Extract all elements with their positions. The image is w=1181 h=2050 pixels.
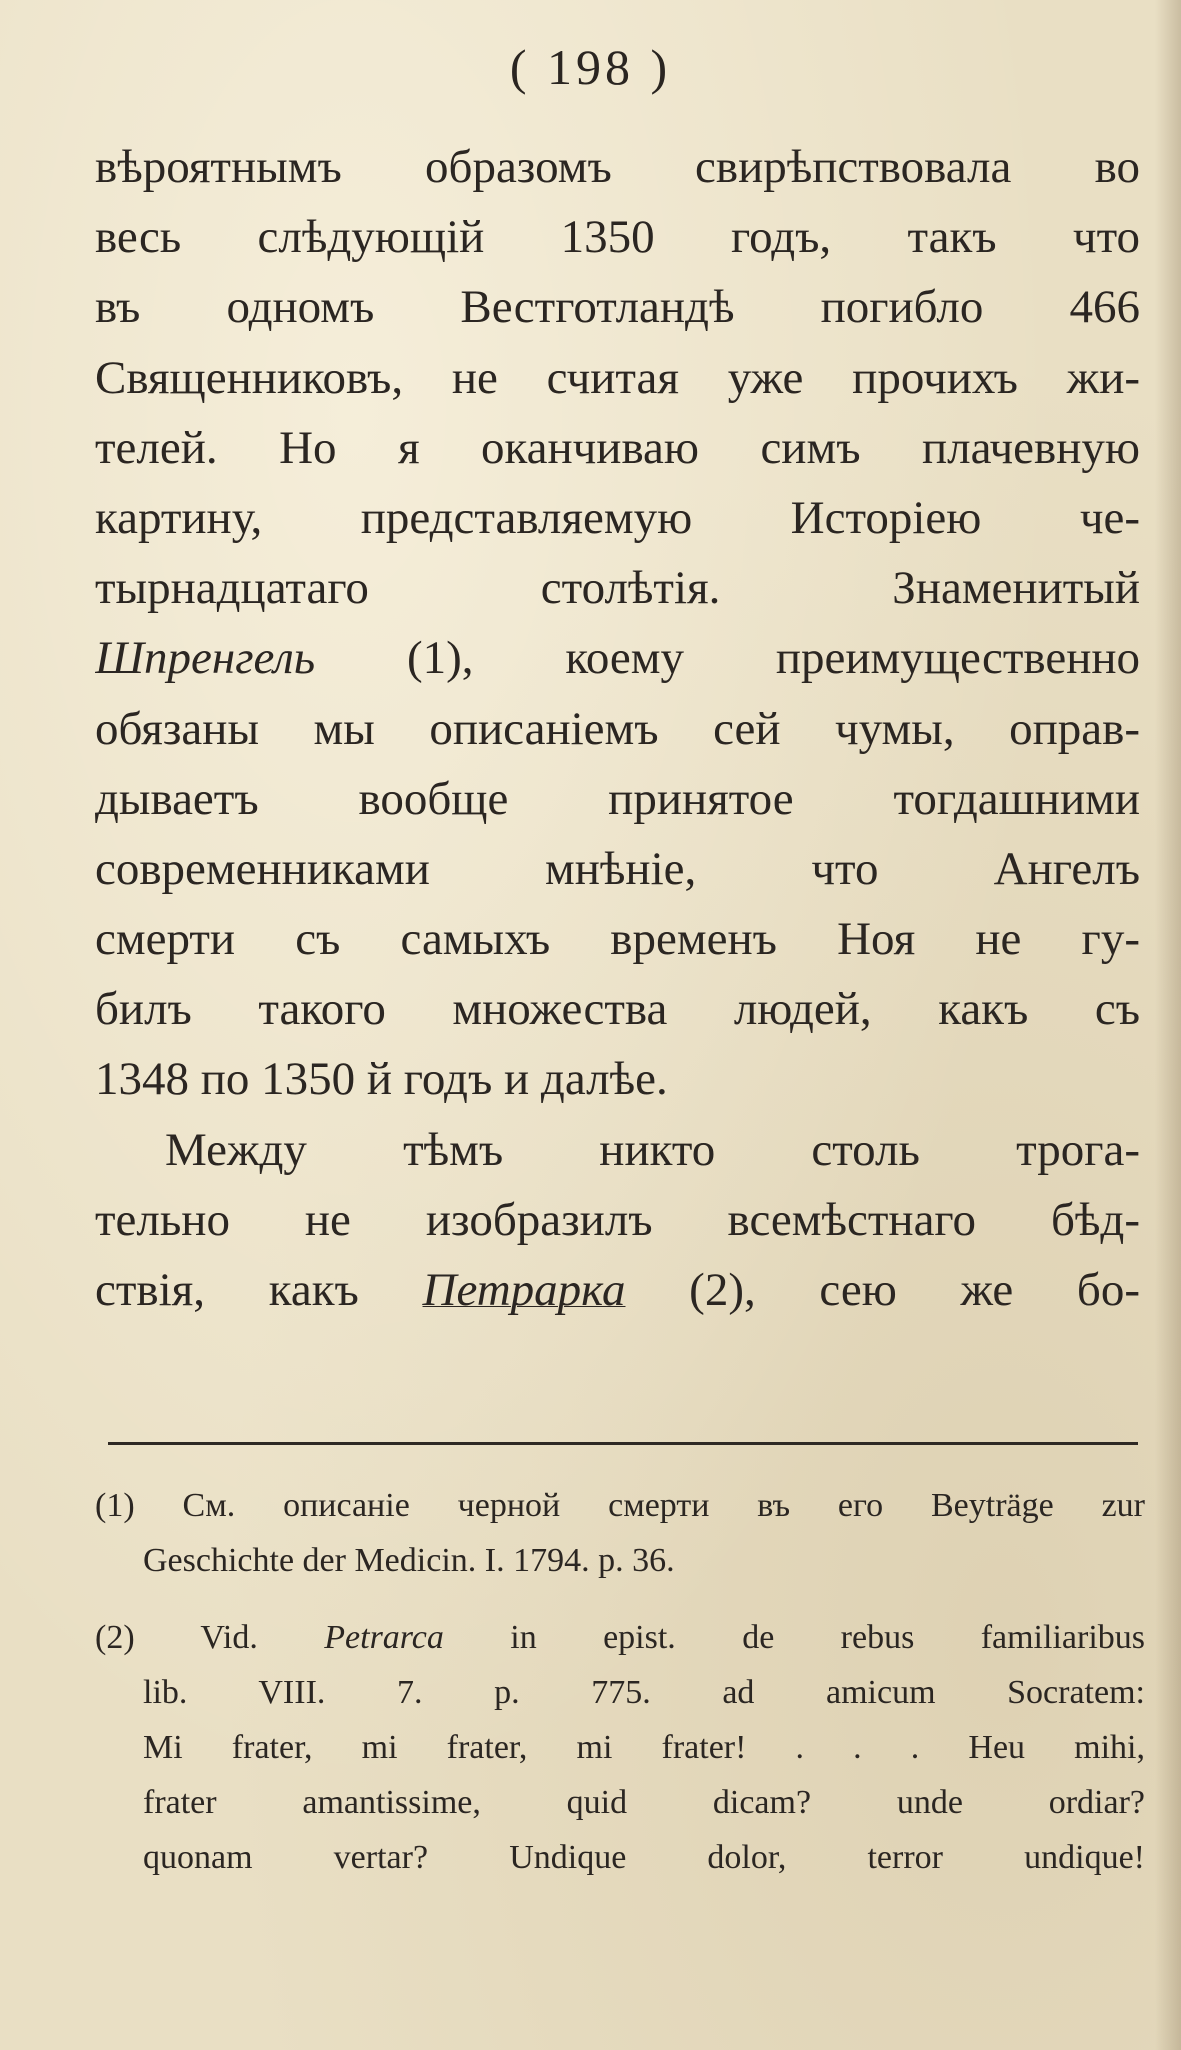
page-number: ( 198 ) [509, 39, 672, 95]
text-line: картину, представляемую Исторіею че- [95, 491, 1140, 544]
text-line: Между тѣмъ никто столь трога- [165, 1123, 1140, 1176]
name-sprengel: Шпренгель [95, 632, 316, 685]
text-fragment: (2) Vid. [95, 1619, 325, 1656]
footnotes [95, 1478, 1145, 1885]
name-petrarca: Петрарка [422, 1264, 626, 1316]
text-line: тельно не изобразилъ всемѣстнаго бѣд- [95, 1193, 1140, 1246]
text-line: смерти съ самыхъ временъ Ноя не гу- [95, 913, 1140, 966]
footnote-2-line: quonam vertar? Undique dolor, terror undique! [143, 1839, 1145, 1876]
text-fragment: ствія, какъ [95, 1264, 423, 1316]
text-line: тырнадцатаго столѣтія. Знаменитый [95, 562, 1140, 615]
footnote-1-line: Geschichte der Medicin. I. 1794. p. 36. [143, 1542, 675, 1579]
name-petrarca-latin: Petrarca [324, 1619, 444, 1656]
text-line [95, 1255, 1140, 1325]
text-line: дываетъ вообще принятое тогдашними [95, 772, 1140, 825]
text-line [95, 623, 1140, 693]
footnote-2-line: frater amantissime, quid dicam? unde ordiar? [143, 1784, 1145, 1821]
page-edge-shadow [1155, 0, 1181, 2050]
text-line: Священниковъ, не считая уже прочихъ жи- [95, 351, 1140, 404]
footnote-gap [95, 1588, 1145, 1610]
text-line: обязаны мы описаніемъ сей чумы, оправ- [95, 702, 1140, 755]
text-fragment: (2), сею же бо- [625, 1264, 1140, 1316]
text-line: вѣроятнымъ образомъ свирѣпствовала во [95, 141, 1140, 193]
text-line: весь слѣдующій 1350 годъ, такъ что [95, 211, 1140, 264]
main-text [95, 132, 1140, 1325]
footnote-divider [108, 1442, 1138, 1445]
text-fragment: in epist. de rebus familiaribus [443, 1619, 1145, 1656]
text-line: билъ такого множества людей, какъ съ [95, 983, 1140, 1036]
text-line: современниками мнѣніе, что Ангелъ [95, 842, 1140, 895]
text-fragment: (1), коему преимущественно [315, 632, 1140, 685]
text-line: въ одномъ Вестготландѣ погибло 466 [95, 281, 1140, 334]
footnote-2-line [95, 1610, 1145, 1665]
text-line: телей. Но я оканчиваю симъ плачевную [95, 421, 1140, 474]
text-line: 1348 по 1350 й годъ и далѣе. [95, 1053, 668, 1106]
footnote-1-line: (1) См. описаніе черной смерти въ его Beyträge zur [95, 1487, 1145, 1524]
footnote-2-line: Mi frater, mi frater, mi frater! . . . Heu mihi, [143, 1729, 1145, 1766]
footnote-2-line: lib. VIII. 7. p. 775. ad amicum Socratem: [143, 1674, 1145, 1711]
